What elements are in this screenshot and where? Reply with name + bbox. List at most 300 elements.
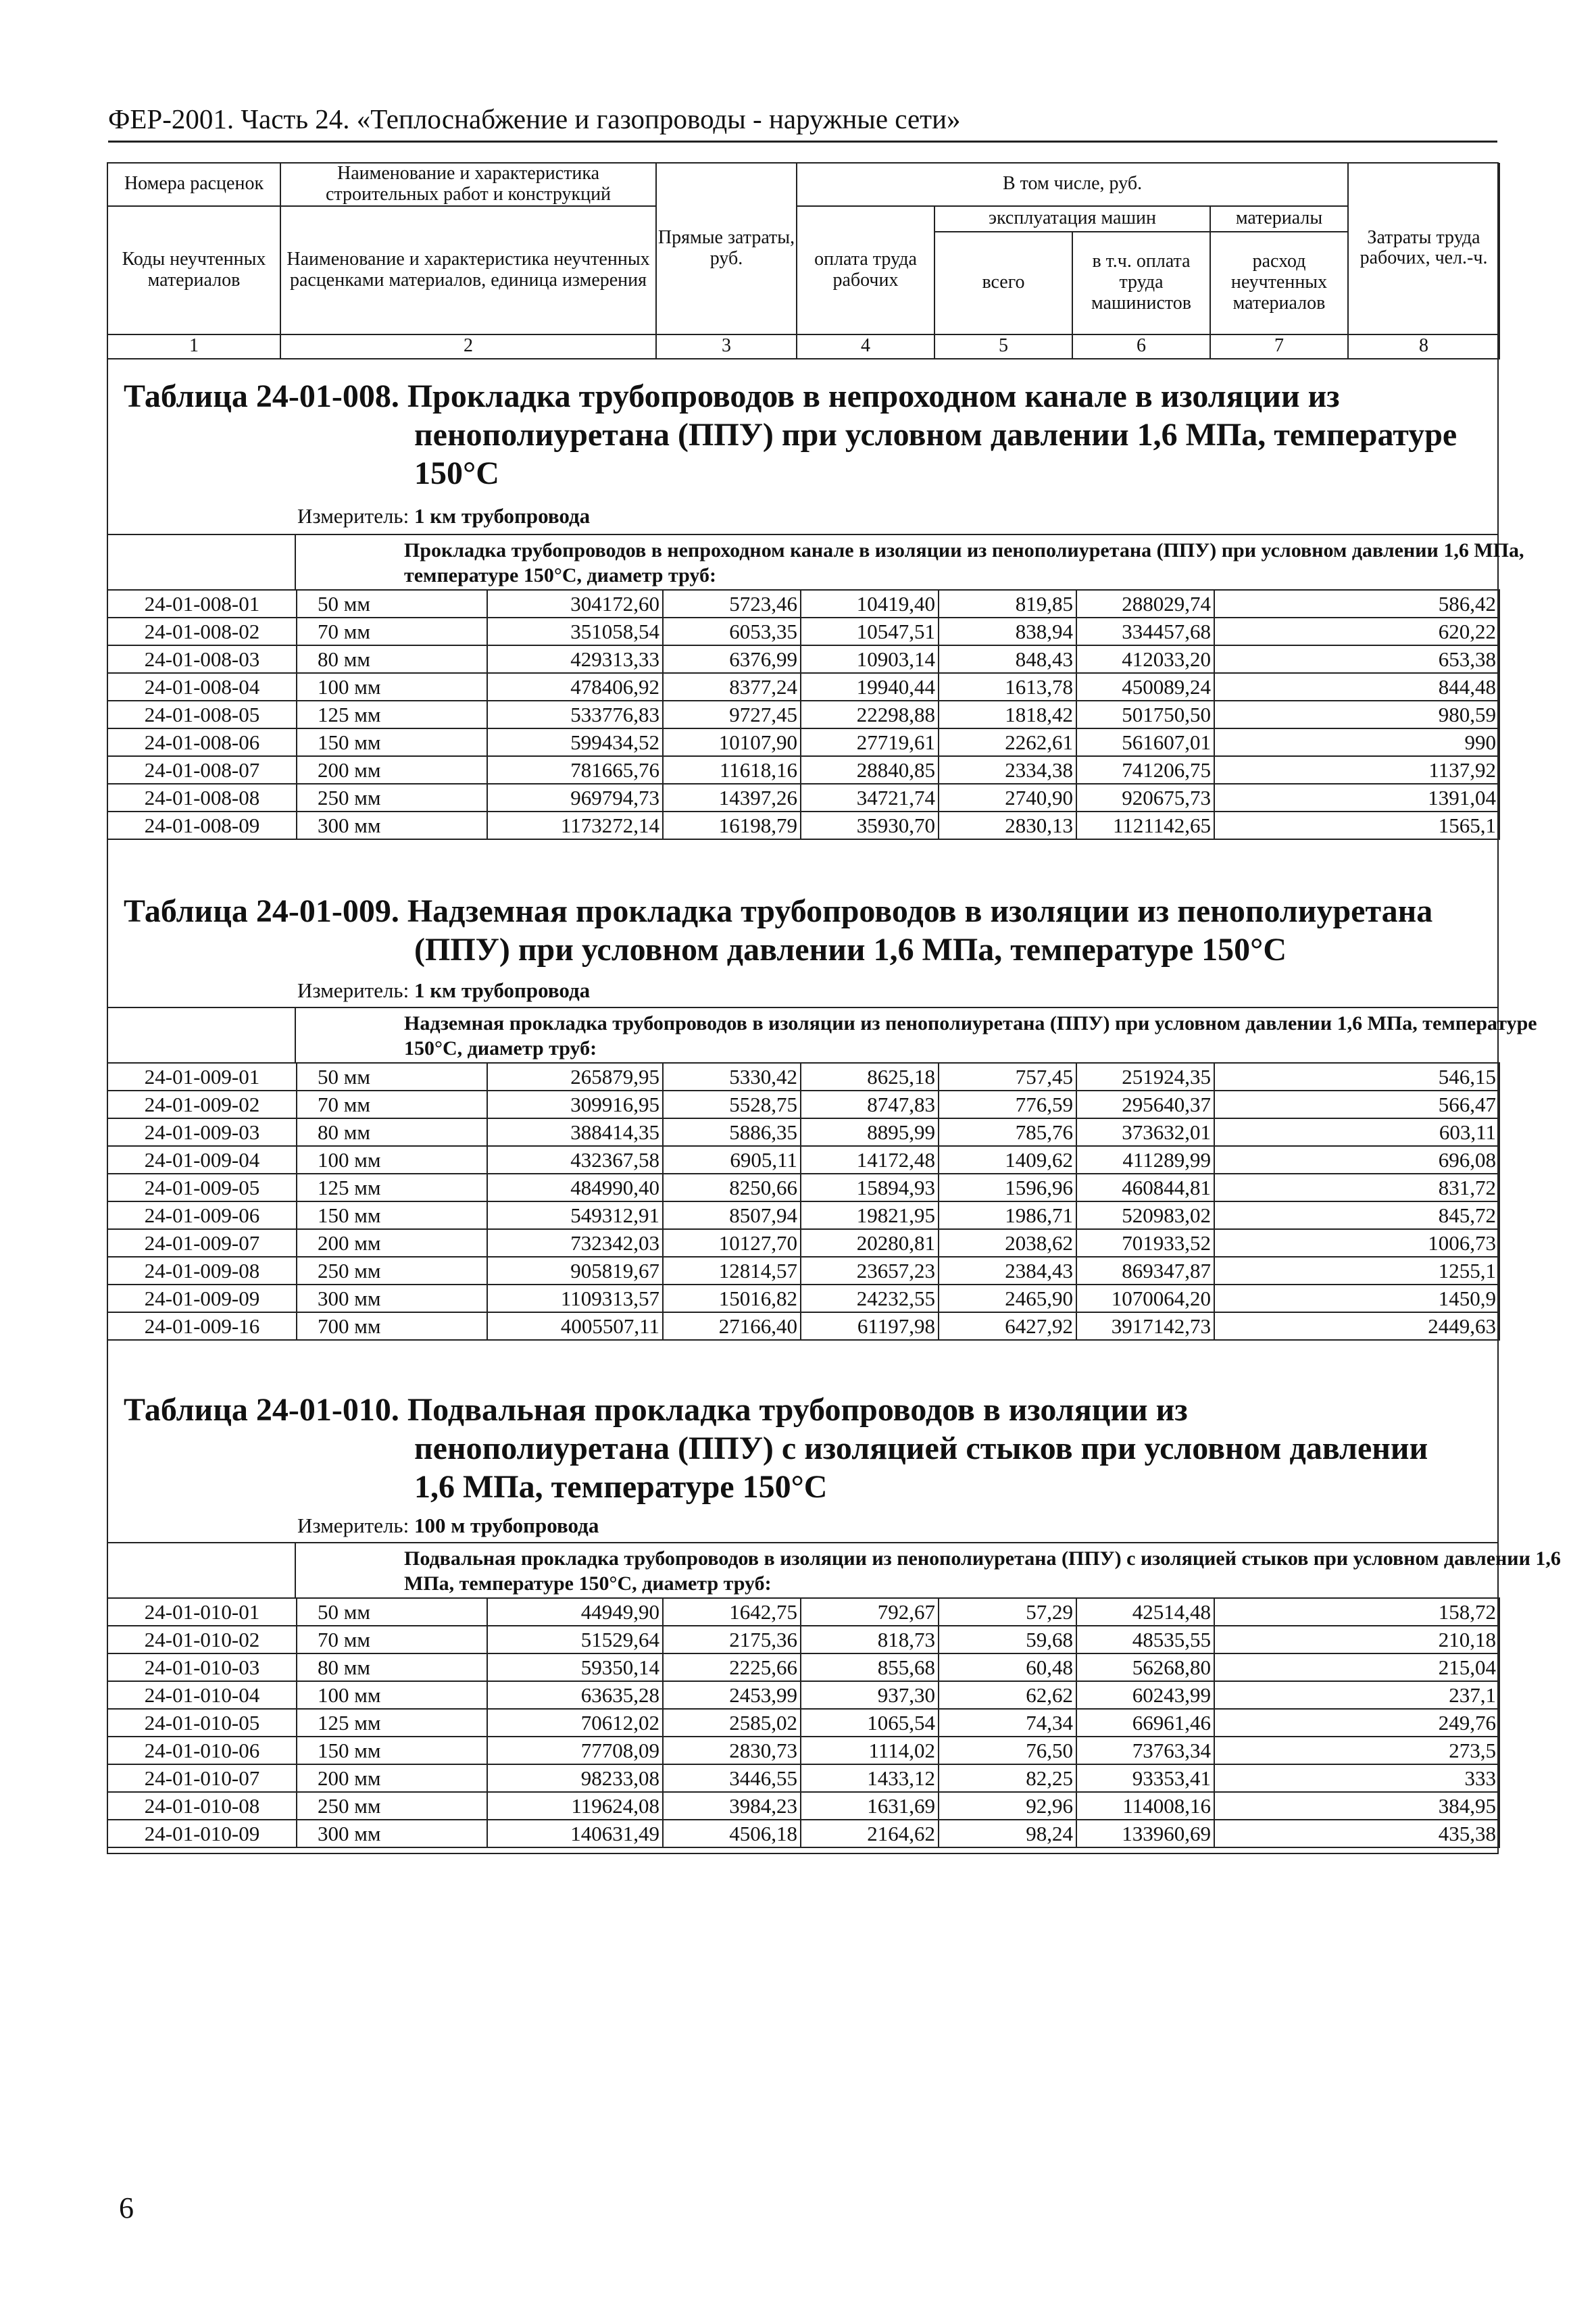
machines-all-cell: 19940,44 bbox=[801, 673, 939, 701]
machines-all-cell: 1114,02 bbox=[801, 1737, 939, 1764]
section-title-lead: Таблица 24-01-008. bbox=[124, 378, 399, 414]
direct-costs-cell: 549312,91 bbox=[487, 1201, 663, 1229]
direct-costs-cell: 1109313,57 bbox=[487, 1285, 663, 1312]
rate-code-cell: 24-01-009-07 bbox=[107, 1229, 297, 1257]
table-row bbox=[107, 1201, 1499, 1229]
direct-costs-cell: 44949,90 bbox=[487, 1598, 663, 1626]
labor-hours-cell: 586,42 bbox=[1214, 590, 1499, 618]
labor-hours-cell: 215,04 bbox=[1214, 1653, 1499, 1681]
materials-cell: 251924,35 bbox=[1076, 1063, 1214, 1091]
direct-costs-cell: 51529,64 bbox=[487, 1626, 663, 1653]
section-title-line: 150°С bbox=[414, 455, 499, 491]
col-direct-costs-header: Прямые затраты, руб. bbox=[656, 163, 797, 334]
labor-pay-cell: 2830,73 bbox=[663, 1737, 801, 1764]
meter-value: 1 км трубопровода bbox=[414, 504, 591, 528]
machines-all-cell: 24232,55 bbox=[801, 1285, 939, 1312]
section-title-line: Надземная прокладка трубопроводов в изоляции из пенополиуретана bbox=[407, 893, 1433, 929]
labor-hours-cell: 384,95 bbox=[1214, 1792, 1499, 1820]
block-header-text: Прокладка трубопроводов в непроходном канале в изоляции из пенополиуретана (ППУ) при условном давлении 1,6 МПа, температуре 150°С, диаметр труб: bbox=[404, 539, 1524, 587]
table-row bbox=[107, 1820, 1499, 1847]
pipe-diameter-cell: 300 мм bbox=[297, 1820, 487, 1847]
block-header bbox=[107, 1007, 1537, 1062]
machinists-pay-cell: 2740,90 bbox=[939, 784, 1076, 812]
pipe-diameter-cell: 300 мм bbox=[297, 1285, 487, 1312]
col-labor-pay-header: оплата труда рабочих bbox=[797, 206, 934, 334]
table-row bbox=[107, 1118, 1499, 1146]
labor-pay-cell: 14397,26 bbox=[663, 784, 801, 812]
rate-code-cell: 24-01-010-01 bbox=[107, 1598, 297, 1626]
machinists-pay-cell: 59,68 bbox=[939, 1626, 1076, 1653]
pipe-diameter-cell: 50 мм bbox=[297, 1598, 487, 1626]
materials-cell: 48535,55 bbox=[1076, 1626, 1214, 1653]
machines-all-cell: 14172,48 bbox=[801, 1146, 939, 1174]
table-row bbox=[107, 645, 1499, 673]
labor-pay-cell: 6376,99 bbox=[663, 645, 801, 673]
col-labor-header: Затраты труда рабочих, чел.-ч. bbox=[1348, 163, 1499, 334]
col-machinists-pay-header: в т.ч. оплата труда машинистов bbox=[1072, 232, 1210, 334]
pipe-diameter-cell: 50 мм bbox=[297, 1063, 487, 1091]
machinists-pay-cell: 2038,62 bbox=[939, 1229, 1076, 1257]
table-row bbox=[107, 673, 1499, 701]
col-material-codes-header: Коды неучтенных материалов bbox=[107, 206, 280, 334]
pipe-diameter-cell: 150 мм bbox=[297, 1737, 487, 1764]
labor-hours-cell: 210,18 bbox=[1214, 1626, 1499, 1653]
labor-hours-cell: 844,48 bbox=[1214, 673, 1499, 701]
labor-pay-cell: 4506,18 bbox=[663, 1820, 801, 1847]
labor-pay-cell: 5528,75 bbox=[663, 1091, 801, 1118]
labor-hours-cell: 273,5 bbox=[1214, 1737, 1499, 1764]
table-row bbox=[107, 1063, 1499, 1091]
machines-all-cell: 20280,81 bbox=[801, 1229, 939, 1257]
rates-table bbox=[107, 589, 1500, 840]
machinists-pay-cell: 76,50 bbox=[939, 1737, 1076, 1764]
meter-label: Измеритель: bbox=[297, 1514, 409, 1537]
block-header-text: Надземная прокладка трубопроводов в изоляции из пенополиуретана (ППУ) при условном давлении 1,6 МПа, температуре 150°С, диаметр труб: bbox=[404, 1012, 1537, 1060]
materials-cell: 133960,69 bbox=[1076, 1820, 1214, 1847]
rate-code-cell: 24-01-008-05 bbox=[107, 701, 297, 728]
pipe-diameter-cell: 100 мм bbox=[297, 1681, 487, 1709]
direct-costs-cell: 304172,60 bbox=[487, 590, 663, 618]
section-title bbox=[124, 1391, 1489, 1506]
header-rule bbox=[108, 141, 1497, 143]
column-number: 1 bbox=[107, 334, 280, 359]
col-work-name-header: Наименование и характеристика строительных работ и конструкций bbox=[280, 163, 656, 206]
materials-cell: 73763,34 bbox=[1076, 1737, 1214, 1764]
table-row bbox=[107, 812, 1499, 839]
labor-pay-cell: 15016,82 bbox=[663, 1285, 801, 1312]
materials-cell: 701933,52 bbox=[1076, 1229, 1214, 1257]
column-number: 2 bbox=[280, 334, 656, 359]
labor-pay-cell: 2175,36 bbox=[663, 1626, 801, 1653]
machines-all-cell: 1065,54 bbox=[801, 1709, 939, 1737]
direct-costs-cell: 98233,08 bbox=[487, 1764, 663, 1792]
labor-pay-cell: 5330,42 bbox=[663, 1063, 801, 1091]
rate-code-cell: 24-01-009-05 bbox=[107, 1174, 297, 1201]
in-total-header: В том числе, руб. bbox=[797, 163, 1348, 206]
labor-pay-cell: 9727,45 bbox=[663, 701, 801, 728]
column-number: 6 bbox=[1072, 334, 1210, 359]
section-title-line: 1,6 МПа, температуре 150°С bbox=[414, 1469, 828, 1505]
rate-code-cell: 24-01-008-09 bbox=[107, 812, 297, 839]
machines-all-cell: 35930,70 bbox=[801, 812, 939, 839]
machines-all-cell: 61197,98 bbox=[801, 1312, 939, 1340]
labor-pay-cell: 8250,66 bbox=[663, 1174, 801, 1201]
pipe-diameter-cell: 125 мм bbox=[297, 701, 487, 728]
machinists-pay-cell: 1409,62 bbox=[939, 1146, 1076, 1174]
pipe-diameter-cell: 100 мм bbox=[297, 673, 487, 701]
table-row bbox=[107, 1737, 1499, 1764]
direct-costs-cell: 905819,67 bbox=[487, 1257, 663, 1285]
table-row bbox=[107, 1174, 1499, 1201]
direct-costs-cell: 309916,95 bbox=[487, 1091, 663, 1118]
block-header bbox=[107, 534, 1524, 589]
machines-all-cell: 34721,74 bbox=[801, 784, 939, 812]
direct-costs-cell: 351058,54 bbox=[487, 618, 663, 645]
labor-pay-cell: 6053,35 bbox=[663, 618, 801, 645]
machines-all-cell: 10547,51 bbox=[801, 618, 939, 645]
pipe-diameter-cell: 80 мм bbox=[297, 1118, 487, 1146]
machinists-pay-cell: 57,29 bbox=[939, 1598, 1076, 1626]
machines-all-cell: 28840,85 bbox=[801, 756, 939, 784]
labor-pay-cell: 2225,66 bbox=[663, 1653, 801, 1681]
labor-hours-cell: 2449,63 bbox=[1214, 1312, 1499, 1340]
direct-costs-cell: 533776,83 bbox=[487, 701, 663, 728]
machinists-pay-cell: 62,62 bbox=[939, 1681, 1076, 1709]
pipe-diameter-cell: 150 мм bbox=[297, 728, 487, 756]
rate-code-cell: 24-01-010-08 bbox=[107, 1792, 297, 1820]
table-row bbox=[107, 784, 1499, 812]
labor-hours-cell: 1006,73 bbox=[1214, 1229, 1499, 1257]
direct-costs-cell: 4005507,11 bbox=[487, 1312, 663, 1340]
table-row bbox=[107, 1285, 1499, 1312]
machinists-pay-cell: 98,24 bbox=[939, 1820, 1076, 1847]
machinists-pay-cell: 92,96 bbox=[939, 1792, 1076, 1820]
labor-pay-cell: 10127,70 bbox=[663, 1229, 801, 1257]
labor-hours-cell: 1450,9 bbox=[1214, 1285, 1499, 1312]
labor-hours-cell: 1565,1 bbox=[1214, 812, 1499, 839]
labor-hours-cell: 845,72 bbox=[1214, 1201, 1499, 1229]
machines-all-cell: 8895,99 bbox=[801, 1118, 939, 1146]
pipe-diameter-cell: 250 мм bbox=[297, 784, 487, 812]
rate-code-cell: 24-01-009-04 bbox=[107, 1146, 297, 1174]
section-title bbox=[124, 377, 1489, 493]
table-row bbox=[107, 1091, 1499, 1118]
labor-pay-cell: 3984,23 bbox=[663, 1792, 801, 1820]
machinists-pay-cell: 1596,96 bbox=[939, 1174, 1076, 1201]
labor-pay-cell: 5723,46 bbox=[663, 590, 801, 618]
pipe-diameter-cell: 250 мм bbox=[297, 1792, 487, 1820]
table-row bbox=[107, 1653, 1499, 1681]
materials-cell: 60243,99 bbox=[1076, 1681, 1214, 1709]
labor-hours-cell: 1137,92 bbox=[1214, 756, 1499, 784]
materials-cell: 373632,01 bbox=[1076, 1118, 1214, 1146]
labor-pay-cell: 8377,24 bbox=[663, 673, 801, 701]
pipe-diameter-cell: 80 мм bbox=[297, 645, 487, 673]
column-numbers-row bbox=[107, 334, 1499, 359]
rate-code-cell: 24-01-009-06 bbox=[107, 1201, 297, 1229]
section-title bbox=[124, 892, 1489, 969]
materials-cell: 66961,46 bbox=[1076, 1709, 1214, 1737]
labor-pay-cell: 11618,16 bbox=[663, 756, 801, 784]
materials-cell: 520983,02 bbox=[1076, 1201, 1214, 1229]
col-material-name-header: Наименование и характеристика неучтенных расценками материалов, единица измерения bbox=[280, 206, 656, 334]
pipe-diameter-cell: 50 мм bbox=[297, 590, 487, 618]
direct-costs-cell: 77708,09 bbox=[487, 1737, 663, 1764]
materials-cell: 450089,24 bbox=[1076, 673, 1214, 701]
materials-cell: 412033,20 bbox=[1076, 645, 1214, 673]
materials-cell: 288029,74 bbox=[1076, 590, 1214, 618]
machines-all-cell: 855,68 bbox=[801, 1653, 939, 1681]
rate-code-cell: 24-01-009-03 bbox=[107, 1118, 297, 1146]
machines-all-cell: 22298,88 bbox=[801, 701, 939, 728]
table-row bbox=[107, 1626, 1499, 1653]
labor-pay-cell: 1642,75 bbox=[663, 1598, 801, 1626]
materials-header: материалы bbox=[1210, 206, 1348, 232]
rate-code-cell: 24-01-008-01 bbox=[107, 590, 297, 618]
machinists-pay-cell: 1986,71 bbox=[939, 1201, 1076, 1229]
column-number: 7 bbox=[1210, 334, 1348, 359]
block-header-text: Подвальная прокладка трубопроводов в изоляции из пенополиуретана (ППУ) с изоляцией стыков при условном давлении 1,6 МПа, температуре 150°С, диаметр труб: bbox=[404, 1547, 1561, 1595]
labor-hours-cell: 696,08 bbox=[1214, 1146, 1499, 1174]
machines-header: эксплуатация машин bbox=[934, 206, 1210, 232]
section-title-line: (ППУ) при условном давлении 1,6 МПа, температуре 150°С bbox=[414, 932, 1287, 968]
labor-hours-cell: 653,38 bbox=[1214, 645, 1499, 673]
pipe-diameter-cell: 200 мм bbox=[297, 1764, 487, 1792]
machinists-pay-cell: 776,59 bbox=[939, 1091, 1076, 1118]
pipe-diameter-cell: 700 мм bbox=[297, 1312, 487, 1340]
section-title-line: пенополиуретана (ППУ) с изоляцией стыков при условном давлении bbox=[414, 1430, 1428, 1466]
materials-cell: 3917142,73 bbox=[1076, 1312, 1214, 1340]
column-number: 5 bbox=[934, 334, 1072, 359]
materials-cell: 741206,75 bbox=[1076, 756, 1214, 784]
rate-code-cell: 24-01-009-02 bbox=[107, 1091, 297, 1118]
machinists-pay-cell: 2334,38 bbox=[939, 756, 1076, 784]
machinists-pay-cell: 838,94 bbox=[939, 618, 1076, 645]
section-title-line: пенополиуретана (ППУ) при условном давлении 1,6 МПа, температуре bbox=[414, 417, 1457, 453]
pipe-diameter-cell: 125 мм bbox=[297, 1174, 487, 1201]
direct-costs-cell: 781665,76 bbox=[487, 756, 663, 784]
pipe-diameter-cell: 70 мм bbox=[297, 1626, 487, 1653]
direct-costs-cell: 429313,33 bbox=[487, 645, 663, 673]
machinists-pay-cell: 757,45 bbox=[939, 1063, 1076, 1091]
materials-cell: 1121142,65 bbox=[1076, 812, 1214, 839]
labor-hours-cell: 546,15 bbox=[1214, 1063, 1499, 1091]
direct-costs-cell: 265879,95 bbox=[487, 1063, 663, 1091]
col-rate-number-header: Номера расценок bbox=[107, 163, 280, 206]
pipe-diameter-cell: 300 мм bbox=[297, 812, 487, 839]
rate-code-cell: 24-01-008-02 bbox=[107, 618, 297, 645]
table-row bbox=[107, 1598, 1499, 1626]
machinists-pay-cell: 74,34 bbox=[939, 1709, 1076, 1737]
labor-pay-cell: 5886,35 bbox=[663, 1118, 801, 1146]
machines-all-cell: 10903,14 bbox=[801, 645, 939, 673]
section-title-line: Подвальная прокладка трубопроводов в изоляции из bbox=[407, 1392, 1188, 1428]
machines-all-cell: 23657,23 bbox=[801, 1257, 939, 1285]
rate-code-cell: 24-01-010-05 bbox=[107, 1709, 297, 1737]
rate-code-cell: 24-01-010-02 bbox=[107, 1626, 297, 1653]
materials-cell: 561607,01 bbox=[1076, 728, 1214, 756]
machines-all-cell: 2164,62 bbox=[801, 1820, 939, 1847]
labor-hours-cell: 620,22 bbox=[1214, 618, 1499, 645]
labor-pay-cell: 2453,99 bbox=[663, 1681, 801, 1709]
machines-all-cell: 27719,61 bbox=[801, 728, 939, 756]
table-row bbox=[107, 1257, 1499, 1285]
direct-costs-cell: 484990,40 bbox=[487, 1174, 663, 1201]
meter-value: 100 м трубопровода bbox=[414, 1514, 599, 1537]
meter-line bbox=[297, 978, 590, 1003]
direct-costs-cell: 63635,28 bbox=[487, 1681, 663, 1709]
direct-costs-cell: 59350,14 bbox=[487, 1653, 663, 1681]
machinists-pay-cell: 2465,90 bbox=[939, 1285, 1076, 1312]
direct-costs-cell: 478406,92 bbox=[487, 673, 663, 701]
table-row bbox=[107, 1764, 1499, 1792]
machinists-pay-cell: 1613,78 bbox=[939, 673, 1076, 701]
machines-all-cell: 1631,69 bbox=[801, 1792, 939, 1820]
table-row bbox=[107, 701, 1499, 728]
meter-line bbox=[297, 504, 590, 528]
materials-cell: 114008,16 bbox=[1076, 1792, 1214, 1820]
column-number: 3 bbox=[656, 334, 797, 359]
machinists-pay-cell: 785,76 bbox=[939, 1118, 1076, 1146]
meter-line bbox=[297, 1514, 599, 1538]
materials-cell: 1070064,20 bbox=[1076, 1285, 1214, 1312]
rate-code-cell: 24-01-010-06 bbox=[107, 1737, 297, 1764]
block-header-left-cell bbox=[107, 535, 296, 591]
table-row bbox=[107, 1709, 1499, 1737]
machines-all-cell: 1433,12 bbox=[801, 1764, 939, 1792]
col-machines-all-header: всего bbox=[934, 232, 1072, 334]
labor-pay-cell: 27166,40 bbox=[663, 1312, 801, 1340]
direct-costs-cell: 140631,49 bbox=[487, 1820, 663, 1847]
labor-pay-cell: 3446,55 bbox=[663, 1764, 801, 1792]
materials-cell: 460844,81 bbox=[1076, 1174, 1214, 1201]
table-row bbox=[107, 618, 1499, 645]
page-number: 6 bbox=[119, 2191, 134, 2224]
page-header: ФЕР-2001. Часть 24. «Теплоснабжение и газопроводы - наружные сети» bbox=[108, 103, 961, 134]
pipe-diameter-cell: 200 мм bbox=[297, 756, 487, 784]
machines-all-cell: 8747,83 bbox=[801, 1091, 939, 1118]
table-row bbox=[107, 728, 1499, 756]
meter-value: 1 км трубопровода bbox=[414, 978, 591, 1002]
materials-cell: 42514,48 bbox=[1076, 1598, 1214, 1626]
machinists-pay-cell: 848,43 bbox=[939, 645, 1076, 673]
section-title-lead: Таблица 24-01-009. bbox=[124, 893, 399, 929]
labor-hours-cell: 980,59 bbox=[1214, 701, 1499, 728]
labor-hours-cell: 603,11 bbox=[1214, 1118, 1499, 1146]
labor-hours-cell: 333 bbox=[1214, 1764, 1499, 1792]
rate-code-cell: 24-01-008-06 bbox=[107, 728, 297, 756]
block-header bbox=[107, 1542, 1561, 1597]
rate-code-cell: 24-01-010-03 bbox=[107, 1653, 297, 1681]
direct-costs-cell: 732342,03 bbox=[487, 1229, 663, 1257]
machinists-pay-cell: 819,85 bbox=[939, 590, 1076, 618]
materials-cell: 334457,68 bbox=[1076, 618, 1214, 645]
labor-hours-cell: 990 bbox=[1214, 728, 1499, 756]
materials-cell: 93353,41 bbox=[1076, 1764, 1214, 1792]
direct-costs-cell: 1173272,14 bbox=[487, 812, 663, 839]
labor-pay-cell: 2585,02 bbox=[663, 1709, 801, 1737]
labor-hours-cell: 249,76 bbox=[1214, 1709, 1499, 1737]
table-row bbox=[107, 1229, 1499, 1257]
rates-table bbox=[107, 1062, 1500, 1341]
pipe-diameter-cell: 250 мм bbox=[297, 1257, 487, 1285]
rate-code-cell: 24-01-008-03 bbox=[107, 645, 297, 673]
direct-costs-cell: 119624,08 bbox=[487, 1792, 663, 1820]
materials-cell: 295640,37 bbox=[1076, 1091, 1214, 1118]
labor-pay-cell: 10107,90 bbox=[663, 728, 801, 756]
rate-code-cell: 24-01-008-08 bbox=[107, 784, 297, 812]
machines-all-cell: 10419,40 bbox=[801, 590, 939, 618]
rate-code-cell: 24-01-009-01 bbox=[107, 1063, 297, 1091]
direct-costs-cell: 599434,52 bbox=[487, 728, 663, 756]
labor-hours-cell: 831,72 bbox=[1214, 1174, 1499, 1201]
rate-code-cell: 24-01-010-07 bbox=[107, 1764, 297, 1792]
materials-cell: 869347,87 bbox=[1076, 1257, 1214, 1285]
pipe-diameter-cell: 125 мм bbox=[297, 1709, 487, 1737]
table-row bbox=[107, 590, 1499, 618]
rate-code-cell: 24-01-009-09 bbox=[107, 1285, 297, 1312]
machines-all-cell: 19821,95 bbox=[801, 1201, 939, 1229]
labor-hours-cell: 1391,04 bbox=[1214, 784, 1499, 812]
labor-hours-cell: 435,38 bbox=[1214, 1820, 1499, 1847]
table-row bbox=[107, 1681, 1499, 1709]
machinists-pay-cell: 82,25 bbox=[939, 1764, 1076, 1792]
rate-code-cell: 24-01-008-07 bbox=[107, 756, 297, 784]
rate-code-cell: 24-01-009-08 bbox=[107, 1257, 297, 1285]
machinists-pay-cell: 2830,13 bbox=[939, 812, 1076, 839]
col-materials-header: расход неучтенных материалов bbox=[1210, 232, 1348, 334]
section-title-line: Прокладка трубопроводов в непроходном канале в изоляции из bbox=[407, 378, 1340, 414]
table-header bbox=[107, 162, 1500, 359]
direct-costs-cell: 969794,73 bbox=[487, 784, 663, 812]
table-row bbox=[107, 1312, 1499, 1340]
rate-code-cell: 24-01-009-16 bbox=[107, 1312, 297, 1340]
machines-all-cell: 818,73 bbox=[801, 1626, 939, 1653]
table-row bbox=[107, 1792, 1499, 1820]
labor-hours-cell: 566,47 bbox=[1214, 1091, 1499, 1118]
pipe-diameter-cell: 150 мм bbox=[297, 1201, 487, 1229]
machinists-pay-cell: 1818,42 bbox=[939, 701, 1076, 728]
labor-pay-cell: 12814,57 bbox=[663, 1257, 801, 1285]
machinists-pay-cell: 2384,43 bbox=[939, 1257, 1076, 1285]
machinists-pay-cell: 2262,61 bbox=[939, 728, 1076, 756]
direct-costs-cell: 432367,58 bbox=[487, 1146, 663, 1174]
materials-cell: 501750,50 bbox=[1076, 701, 1214, 728]
pipe-diameter-cell: 70 мм bbox=[297, 1091, 487, 1118]
labor-hours-cell: 237,1 bbox=[1214, 1681, 1499, 1709]
table-row bbox=[107, 1146, 1499, 1174]
section-title-lead: Таблица 24-01-010. bbox=[124, 1392, 399, 1428]
machines-all-cell: 937,30 bbox=[801, 1681, 939, 1709]
direct-costs-cell: 388414,35 bbox=[487, 1118, 663, 1146]
labor-hours-cell: 158,72 bbox=[1214, 1598, 1499, 1626]
materials-cell: 411289,99 bbox=[1076, 1146, 1214, 1174]
rates-table bbox=[107, 1597, 1500, 1848]
machines-all-cell: 8625,18 bbox=[801, 1063, 939, 1091]
machinists-pay-cell: 6427,92 bbox=[939, 1312, 1076, 1340]
pipe-diameter-cell: 80 мм bbox=[297, 1653, 487, 1681]
meter-label: Измеритель: bbox=[297, 978, 409, 1002]
block-header-left-cell bbox=[107, 1008, 296, 1064]
pipe-diameter-cell: 70 мм bbox=[297, 618, 487, 645]
table-row bbox=[107, 756, 1499, 784]
materials-cell: 56268,80 bbox=[1076, 1653, 1214, 1681]
labor-pay-cell: 16198,79 bbox=[663, 812, 801, 839]
materials-cell: 920675,73 bbox=[1076, 784, 1214, 812]
rate-code-cell: 24-01-008-04 bbox=[107, 673, 297, 701]
labor-pay-cell: 6905,11 bbox=[663, 1146, 801, 1174]
machinists-pay-cell: 60,48 bbox=[939, 1653, 1076, 1681]
